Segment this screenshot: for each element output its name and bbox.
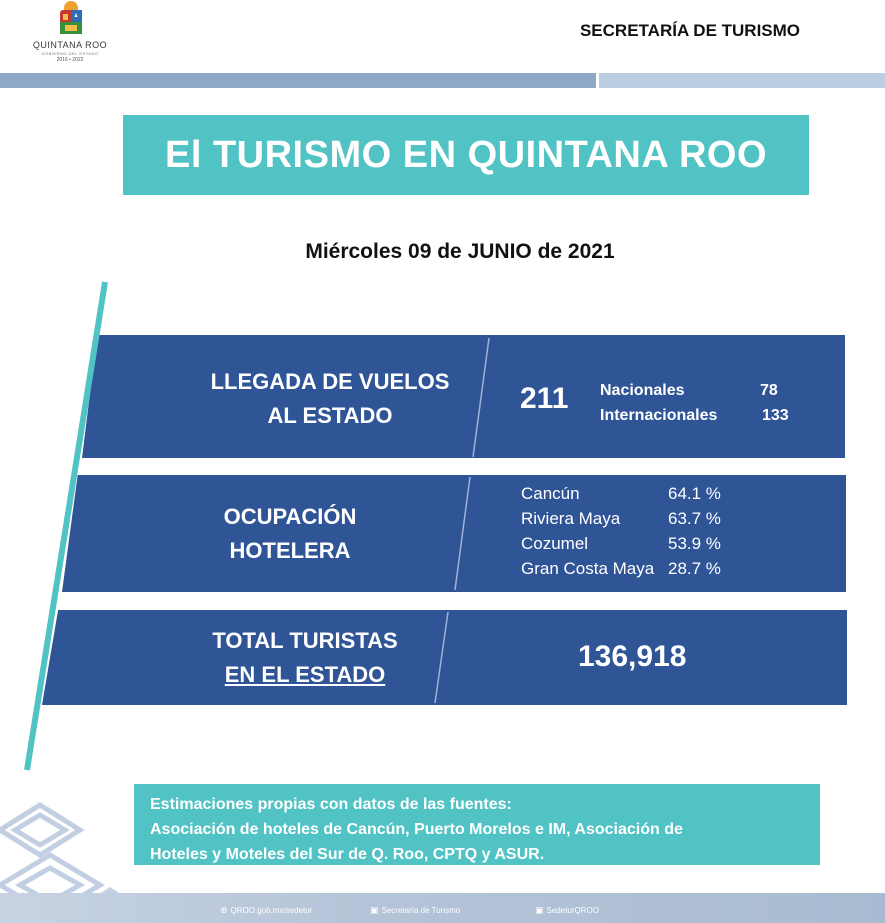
- flights-label-line2: AL ESTADO: [267, 403, 393, 428]
- coat-of-arms-icon: [56, 0, 86, 38]
- main-title: El TURISMO EN QUINTANA ROO: [165, 133, 767, 176]
- header-title: SECRETARÍA DE TURISMO: [579, 21, 801, 40]
- header-bar-right: [599, 73, 885, 88]
- footer-facebook-link[interactable]: [370, 905, 460, 916]
- footer-website: QROO.gob.mx/sedetur: [230, 906, 313, 915]
- occupancy-value: 64.1 %: [668, 484, 721, 503]
- occupancy-place: Gran Costa Maya: [521, 559, 655, 578]
- facebook-icon: ▣: [370, 905, 379, 915]
- flights-total: 211: [520, 382, 569, 415]
- footer-website-link[interactable]: [220, 905, 312, 916]
- occupancy-place: Cancún: [521, 484, 580, 503]
- hotel-occupancy-label: [140, 500, 440, 568]
- flights-label: [180, 365, 480, 433]
- state-logo: [30, 0, 110, 68]
- occupancy-value: 53.9 %: [668, 534, 721, 553]
- footer-twitter: SedeturQROO: [546, 906, 599, 915]
- national-flights-label: Nacionales: [600, 382, 685, 399]
- twitter-icon: ▣: [535, 905, 544, 915]
- report-date: Miércoles 09 de JUNIO de 2021: [305, 240, 615, 263]
- tourists-total: 136,918: [578, 640, 687, 673]
- occupancy-row: [521, 559, 761, 584]
- footer-twitter-link[interactable]: [535, 905, 599, 916]
- occupancy-value: 28.7 %: [668, 559, 721, 578]
- footnote-line1: Estimaciones propias con datos de las fuentes:: [150, 796, 512, 813]
- occupancy-value: 63.7 %: [668, 509, 721, 528]
- occupancy-row: [521, 509, 761, 534]
- footnote: [150, 792, 810, 867]
- occupancy-place: Riviera Maya: [521, 509, 621, 528]
- logo-years: 2016 • 2022: [56, 57, 84, 63]
- occupancy-row: [521, 484, 761, 509]
- flights-label-line1: LLEGADA DE VUELOS: [210, 369, 450, 394]
- footer-facebook: Secretaría de Turismo: [381, 906, 461, 915]
- tourists-label: [155, 624, 455, 692]
- tourists-label-line1: TOTAL TURISTAS: [212, 628, 398, 653]
- occupancy-place: Cozumel: [521, 534, 589, 553]
- tourists-label-line2: EN EL ESTADO: [224, 662, 386, 687]
- globe-icon: ⊕: [220, 905, 228, 915]
- hotel-label-line2: HOTELERA: [229, 538, 351, 563]
- logo-name: QUINTANA ROO: [32, 40, 108, 50]
- occupancy-list: [521, 484, 761, 584]
- footnote-line2: Asociación de hoteles de Cancún, Puerto Morelos e IM, Asociación de: [150, 821, 683, 838]
- occupancy-row: [521, 534, 761, 559]
- main-title-banner: [123, 115, 809, 195]
- national-flights-value: 78: [760, 382, 778, 399]
- footnote-line3: Hoteles y Moteles del Sur de Q. Roo, CPTQ y ASUR.: [150, 846, 545, 863]
- header-bar-left: [0, 73, 596, 88]
- hotel-label-line1: OCUPACIÓN: [223, 504, 357, 529]
- international-flights-value: 133: [762, 407, 789, 424]
- international-flights-label: Internacionales: [600, 407, 718, 424]
- logo-subtitle: GOBIERNO DEL ESTADO: [41, 51, 99, 56]
